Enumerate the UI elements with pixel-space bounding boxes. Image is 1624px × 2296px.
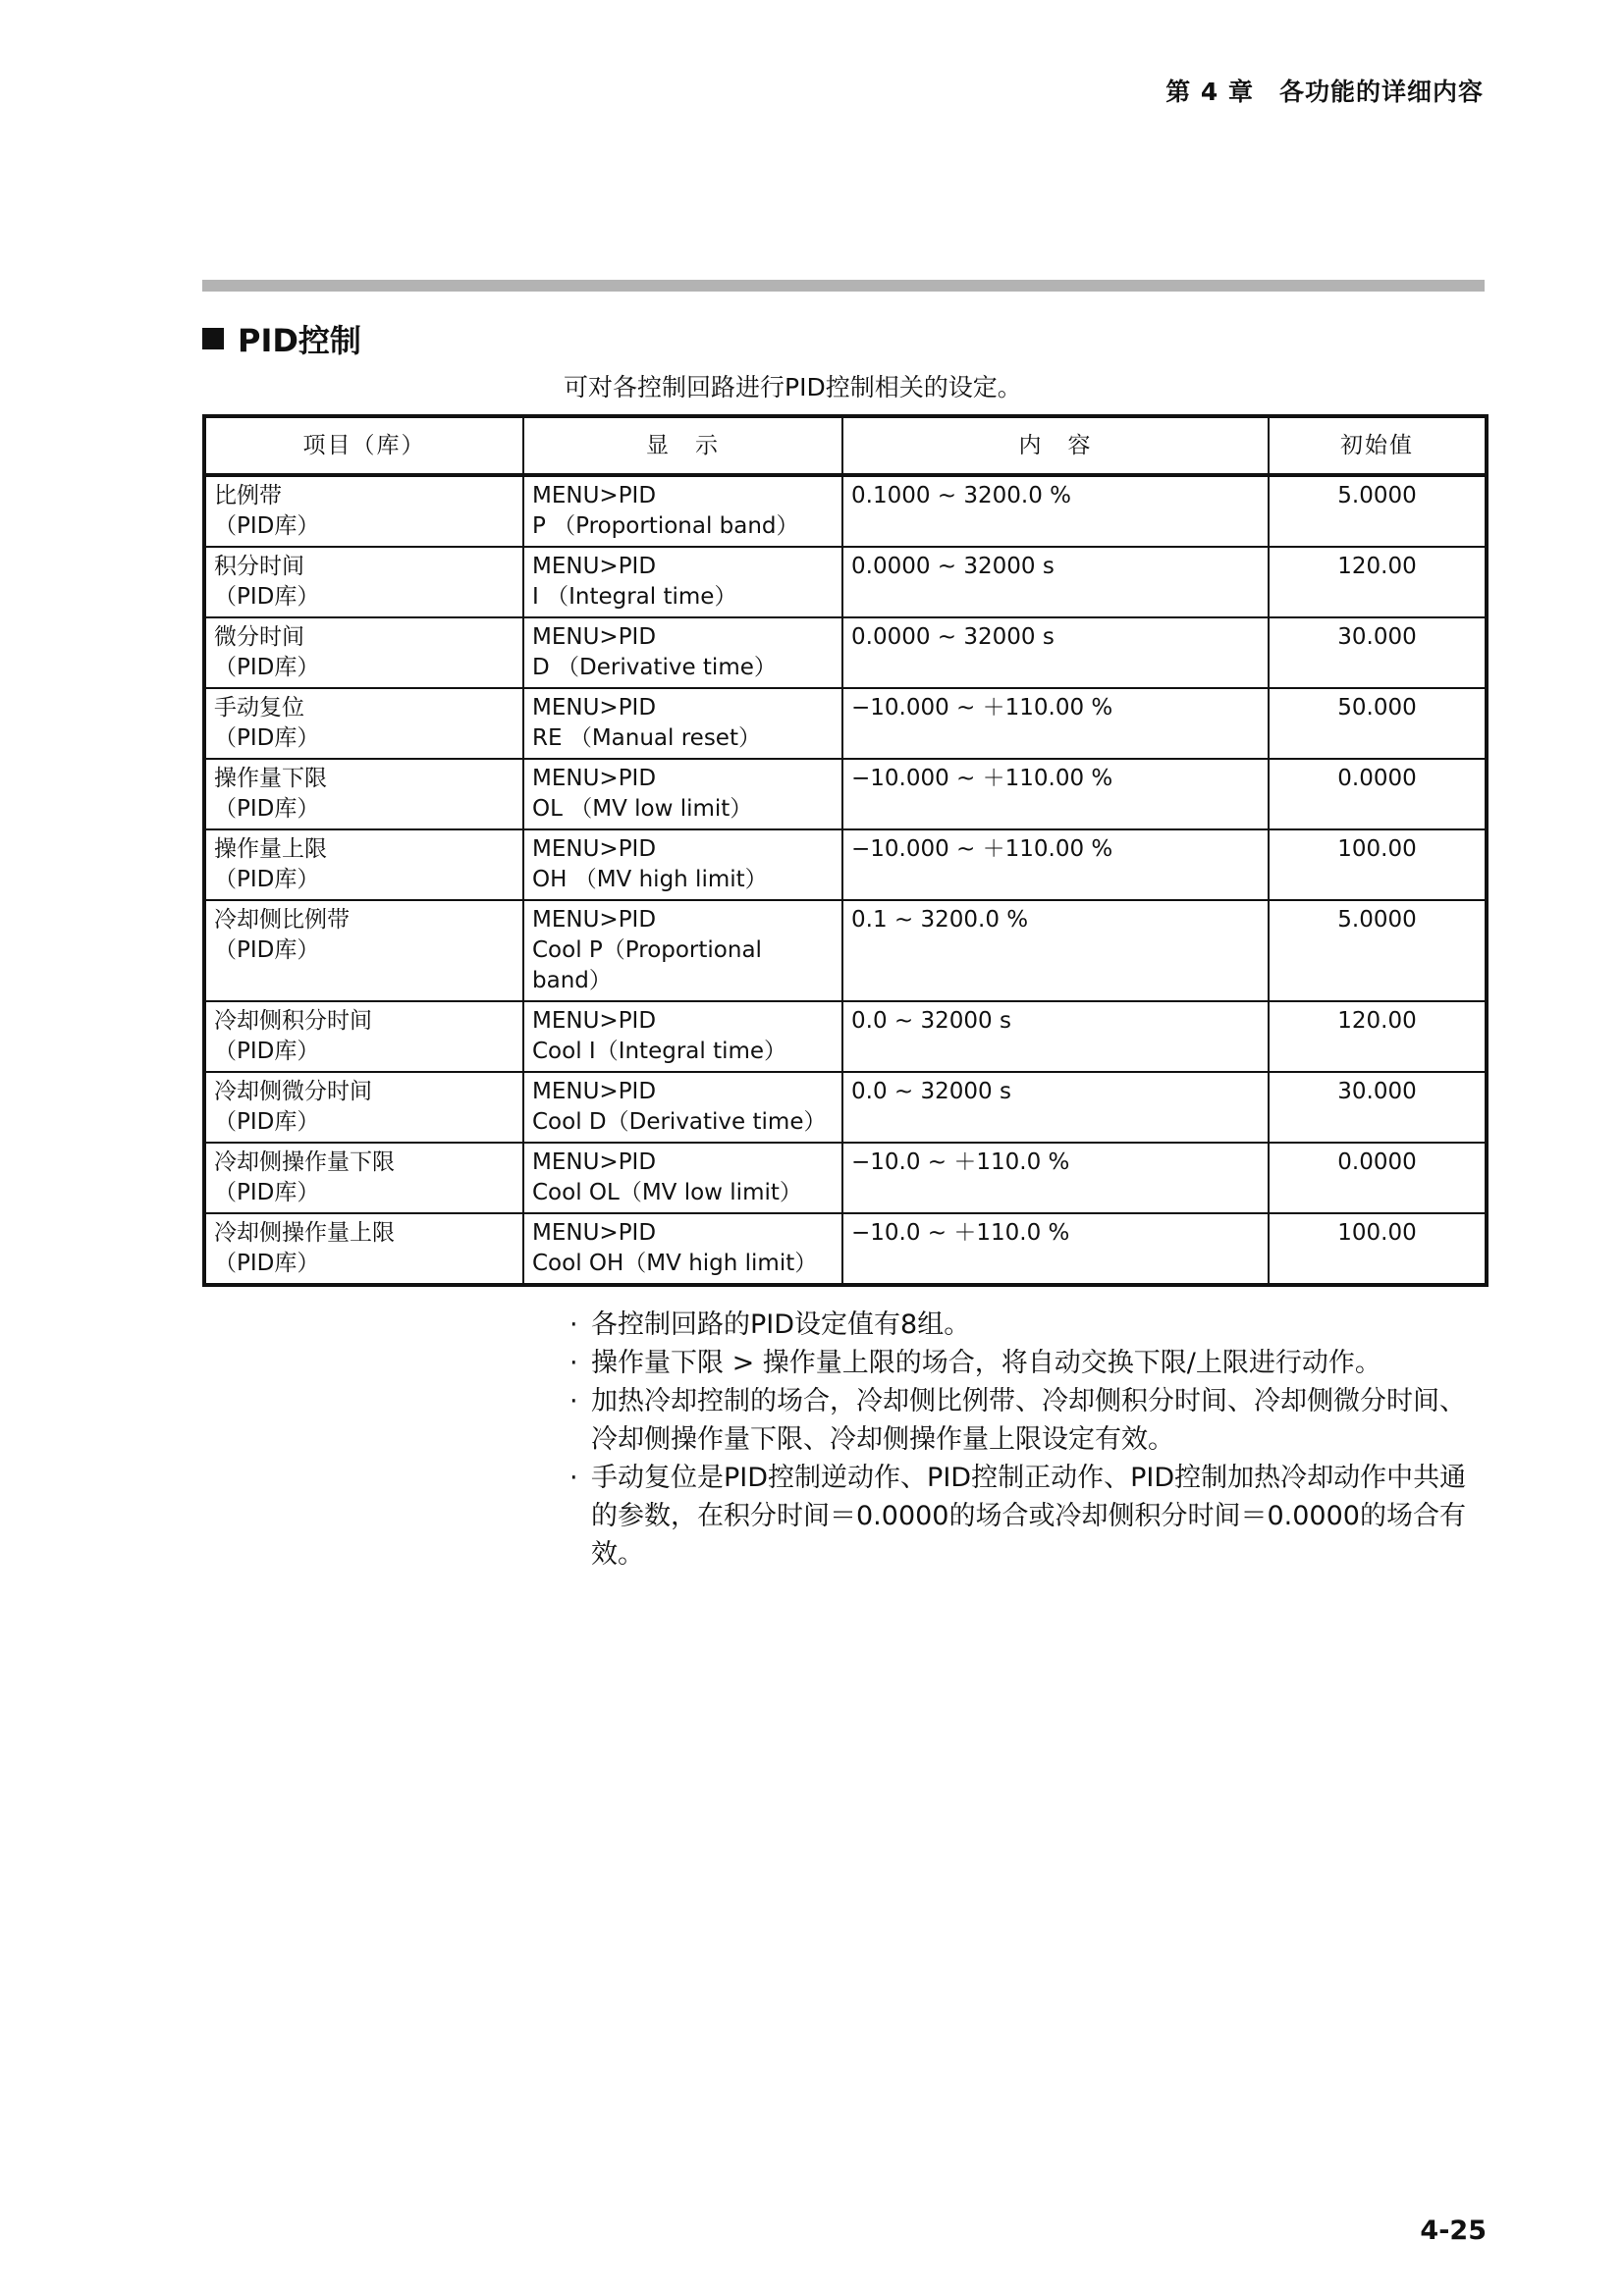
cell-display (523, 829, 842, 900)
menu-path: MENU>PID (532, 1079, 657, 1104)
cell-display (523, 900, 842, 1001)
parameter-table (202, 414, 1489, 1287)
cell-display (523, 759, 842, 829)
menu-path: MENU>PID (532, 1008, 657, 1034)
cell-item (204, 547, 523, 617)
note-item: · 加热冷却控制的场合，冷却侧比例带、冷却侧积分时间、冷却侧微分时间、冷却侧操作量下限、冷却侧操作量上限设定有效。 (566, 1382, 1489, 1459)
item-name: 比例带 (214, 483, 282, 508)
param-name: Cool P（Proportional band） (532, 937, 762, 993)
table-header-row (204, 416, 1487, 475)
table-row (204, 1213, 1487, 1285)
cell-item (204, 1213, 523, 1285)
cell-content: −10.000 ~ ＋110.00 % (842, 688, 1269, 759)
cell-display (523, 547, 842, 617)
cell-initial: 0.0000 (1269, 759, 1487, 829)
note-item: · 手动复位是PID控制逆动作、PID控制正动作、PID控制加热冷却动作中共通的参数，在积分时间＝0.0000的场合或冷却侧积分时间＝0.0000的场合有效。 (566, 1459, 1489, 1574)
cell-display (523, 475, 842, 547)
cell-item (204, 617, 523, 688)
square-bullet-icon (202, 328, 224, 349)
table-row (204, 1072, 1487, 1143)
item-name: 冷却侧积分时间 (214, 1008, 372, 1034)
chapter-header: 第 4 章 各功能的详细内容 (1165, 78, 1484, 106)
header-display: 显 示 (523, 416, 842, 475)
menu-path: MENU>PID (532, 836, 657, 862)
cell-item (204, 829, 523, 900)
table-row (204, 1001, 1487, 1072)
param-name: OH （MV high limit） (532, 867, 768, 892)
item-bank: （PID库） (214, 1109, 320, 1135)
cell-display (523, 1143, 842, 1213)
cell-content: −10.000 ~ ＋110.00 % (842, 829, 1269, 900)
item-bank: （PID库） (214, 513, 320, 539)
table-row (204, 688, 1487, 759)
cell-initial: 100.00 (1269, 829, 1487, 900)
param-name: Cool D（Derivative time） (532, 1109, 827, 1135)
menu-path: MENU>PID (532, 766, 657, 791)
section-divider (202, 280, 1485, 292)
cell-display (523, 617, 842, 688)
param-name: D （Derivative time） (532, 655, 777, 680)
cell-content: 0.0000 ~ 32000 s (842, 617, 1269, 688)
cell-initial: 120.00 (1269, 547, 1487, 617)
section-intro: 可对各控制回路进行PID控制相关的设定。 (564, 373, 1022, 401)
item-name: 积分时间 (214, 554, 304, 579)
header-initial: 初始值 (1269, 416, 1487, 475)
cell-display (523, 1213, 842, 1285)
table-row (204, 1143, 1487, 1213)
menu-path: MENU>PID (532, 1220, 657, 1246)
param-name: Cool OH（MV high limit） (532, 1251, 818, 1276)
item-bank: （PID库） (214, 725, 320, 751)
param-name: P （Proportional band） (532, 513, 799, 539)
note-item: · 各控制回路的PID设定值有8组。 (566, 1306, 1489, 1344)
table-row (204, 900, 1487, 1001)
table-row (204, 829, 1487, 900)
menu-path: MENU>PID (532, 483, 657, 508)
cell-item (204, 688, 523, 759)
param-name: Cool I（Integral time） (532, 1039, 787, 1064)
item-name: 冷却侧操作量上限 (214, 1220, 395, 1246)
cell-initial: 30.000 (1269, 617, 1487, 688)
cell-item (204, 1072, 523, 1143)
item-name: 微分时间 (214, 624, 304, 650)
item-bank: （PID库） (214, 1251, 320, 1276)
cell-content: −10.0 ~ ＋110.0 % (842, 1213, 1269, 1285)
item-name: 冷却侧比例带 (214, 907, 350, 933)
section-title (202, 316, 361, 361)
menu-path: MENU>PID (532, 624, 657, 650)
item-bank: （PID库） (214, 867, 320, 892)
cell-initial: 30.000 (1269, 1072, 1487, 1143)
cell-item (204, 759, 523, 829)
table-row (204, 759, 1487, 829)
param-name: RE （Manual reset） (532, 725, 761, 751)
cell-display (523, 1072, 842, 1143)
param-name: OL （MV low limit） (532, 796, 753, 822)
header-content: 内 容 (842, 416, 1269, 475)
cell-item (204, 1143, 523, 1213)
cell-initial: 5.0000 (1269, 900, 1487, 1001)
cell-display (523, 688, 842, 759)
cell-initial: 100.00 (1269, 1213, 1487, 1285)
cell-item (204, 1001, 523, 1072)
item-bank: （PID库） (214, 655, 320, 680)
section-title-text: PID控制 (238, 322, 361, 359)
item-bank: （PID库） (214, 1180, 320, 1205)
cell-initial: 50.000 (1269, 688, 1487, 759)
item-name: 手动复位 (214, 695, 304, 721)
param-name: I （Integral time） (532, 584, 737, 610)
item-bank: （PID库） (214, 1039, 320, 1064)
page-number: 4-25 (1420, 2216, 1487, 2246)
item-name: 操作量下限 (214, 766, 327, 791)
item-bank: （PID库） (214, 796, 320, 822)
item-name: 操作量上限 (214, 836, 327, 862)
item-bank: （PID库） (214, 937, 320, 963)
menu-path: MENU>PID (532, 1149, 657, 1175)
param-name: Cool OL（MV low limit） (532, 1180, 802, 1205)
cell-initial: 120.00 (1269, 1001, 1487, 1072)
cell-content: −10.0 ~ ＋110.0 % (842, 1143, 1269, 1213)
cell-initial: 0.0000 (1269, 1143, 1487, 1213)
cell-content: 0.0 ~ 32000 s (842, 1072, 1269, 1143)
menu-path: MENU>PID (532, 554, 657, 579)
cell-item (204, 900, 523, 1001)
table-row (204, 547, 1487, 617)
cell-content: 0.0 ~ 32000 s (842, 1001, 1269, 1072)
cell-display (523, 1001, 842, 1072)
item-bank: （PID库） (214, 584, 320, 610)
cell-content: 0.1 ~ 3200.0 % (842, 900, 1269, 1001)
menu-path: MENU>PID (532, 695, 657, 721)
notes-list (566, 1306, 1489, 1574)
cell-content: 0.0000 ~ 32000 s (842, 547, 1269, 617)
table-body (204, 475, 1487, 1285)
cell-item (204, 475, 523, 547)
header-item: 项目（库） (204, 416, 523, 475)
item-name: 冷却侧操作量下限 (214, 1149, 395, 1175)
cell-content: −10.000 ~ ＋110.00 % (842, 759, 1269, 829)
table-row (204, 617, 1487, 688)
menu-path: MENU>PID (532, 907, 657, 933)
cell-initial: 5.0000 (1269, 475, 1487, 547)
cell-content: 0.1000 ~ 3200.0 % (842, 475, 1269, 547)
note-item: · 操作量下限 > 操作量上限的场合，将自动交换下限/上限进行动作。 (566, 1344, 1489, 1382)
table-row (204, 475, 1487, 547)
item-name: 冷却侧微分时间 (214, 1079, 372, 1104)
